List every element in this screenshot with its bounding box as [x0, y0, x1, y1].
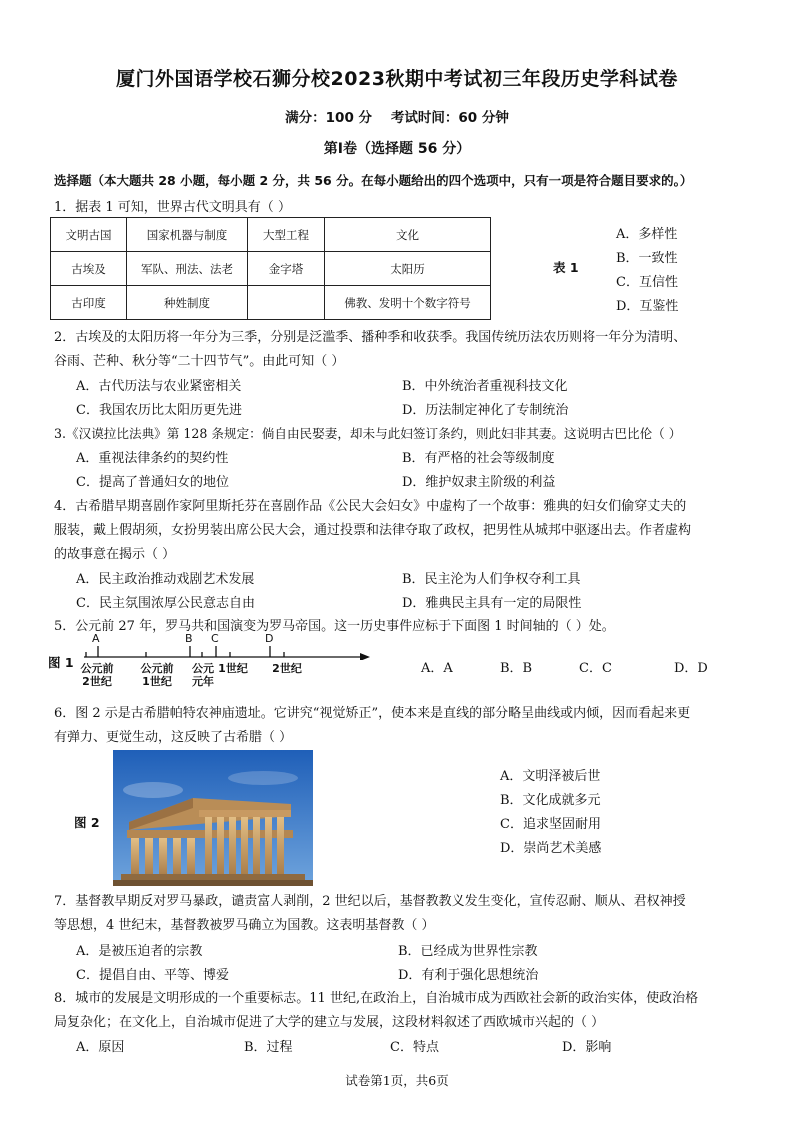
q3-stem: 3.《汉谟拉比法典》第 128 条规定：倘自由民娶妻，却未与此妇签订条约，则此妇非其妻。这说明古巴比伦（ ）: [54, 426, 682, 441]
q6-option-d[interactable]: D．崇尚艺术美感: [500, 841, 602, 856]
q7-option-d[interactable]: D．有利于强化思想统治: [398, 968, 539, 983]
q3-option-b[interactable]: B．有严格的社会等级制度: [402, 451, 555, 466]
q8-option-c[interactable]: C．特点: [390, 1040, 439, 1055]
q5-option-a[interactable]: A．A: [421, 661, 453, 676]
q1-table-header: 文明古国: [51, 218, 127, 252]
q8-stem-line2: 局复杂化；在文化上，自治城市促进了大学的建立与发展，这段材料叙述了西欧城市兴起的（ ）: [54, 1015, 605, 1030]
q1-option-a[interactable]: A．多样性: [616, 227, 678, 242]
q7-option-b[interactable]: B．已经成为世界性宗教: [398, 944, 538, 959]
q4-option-d[interactable]: D．雅典民主具有一定的局限性: [402, 596, 582, 611]
q2-stem-line1: 2．古埃及的太阳历将一年分为三季，分别是泛滥季、播种季和收获季。我国传统历法农历则将一年分为清明、: [54, 330, 687, 345]
q2-option-c[interactable]: C．我国农历比太阳历更先进: [76, 403, 242, 418]
q4-stem-line2: 服装，戴上假胡须，女扮男装出席公民大会，通过投票和法律夺取了政权，把男性从城邦中驱逐出去。作者虚构: [54, 523, 692, 538]
q1-table-cell: 金字塔: [248, 252, 325, 286]
timeline-letter-d: D: [265, 632, 274, 645]
q7-option-c[interactable]: C．提倡自由、平等、博爱: [76, 968, 229, 983]
q6-stem-line2: 有弹力、更觉生动，这反映了古希腊（ ）: [54, 730, 293, 745]
q1-table-header: 国家机器与制度: [127, 218, 248, 252]
q3-option-c[interactable]: C．提高了普通妇女的地位: [76, 475, 229, 490]
timeline-letter-b: B: [185, 632, 193, 645]
q5-option-c[interactable]: C．C: [579, 661, 612, 676]
exam-title: 厦门外国语学校石狮分校2023秋期中考试初三年段历史学科试卷: [116, 68, 678, 90]
timeline-letter-c: C: [211, 632, 219, 645]
timeline-tick-label: 公元前 1世纪: [140, 662, 174, 688]
q1-table-label: 表 1: [553, 260, 579, 275]
q1-table-cell: 军队、刑法、法老: [127, 252, 248, 286]
timeline-axis: [80, 636, 380, 660]
q3-option-d[interactable]: D．维护奴隶主阶级的利益: [402, 475, 556, 490]
q1-table: [50, 217, 491, 320]
section-instruction: 选择题（本大题共 28 小题，每小题 2 分，共 56 分。在每小题给出的四个选项中，只有一项是符合题目要求的。）: [54, 173, 693, 188]
q1-option-c[interactable]: C．互信性: [616, 275, 678, 290]
q2-stem-line2: 谷雨、芒种、秋分等“二十四节气”。由此可知（ ）: [54, 354, 345, 369]
q4-option-c[interactable]: C．民主氛围浓厚公民意志自由: [76, 596, 255, 611]
q6-stem-line1: 6．图 2 示是古希腊帕特农神庙遗址。它讲究“视觉矫正”，使本来是直线的部分略呈曲线或内倾，因而看起来更: [54, 706, 691, 721]
q8-option-a[interactable]: A．原因: [76, 1040, 125, 1055]
q8-option-d[interactable]: D．影响: [562, 1040, 612, 1055]
parthenon-photo: [113, 750, 313, 886]
q7-option-a[interactable]: A．是被压迫者的宗教: [76, 944, 203, 959]
q4-stem-line3: 的故事意在揭示（ ）: [54, 547, 176, 562]
q2-option-b[interactable]: B．中外统治者重视科技文化: [402, 379, 568, 394]
part-title: 第Ⅰ卷（选择题 56 分）: [323, 141, 471, 157]
q2-option-d[interactable]: D．历法制定神化了专制统治: [402, 403, 569, 418]
q6-option-c[interactable]: C．追求坚固耐用: [500, 817, 601, 832]
q8-stem-line1: 8．城市的发展是文明形成的一个重要标志。11 世纪,在政治上，自治城市成为西欧社会新的政治实体，使政治格: [54, 991, 699, 1006]
q1-table-header: 大型工程: [248, 218, 325, 252]
q5-figure-label: 图 1: [48, 655, 74, 670]
q6-option-a[interactable]: A．文明泽被后世: [500, 769, 601, 784]
timeline-tick-label: 2世纪: [272, 662, 302, 675]
q4-option-b[interactable]: B．民主沦为人们争权夺利工具: [402, 572, 581, 587]
timeline-tick-label: 公元 元年: [192, 662, 214, 688]
q1-table-cell: 太阳历: [325, 252, 491, 286]
q5-option-d[interactable]: D．D: [674, 661, 708, 676]
q1-table-header: 文化: [325, 218, 491, 252]
q5-stem: 5．公元前 27 年，罗马共和国演变为罗马帝国。这一历史事件应标于下面图 1 时间轴的（ ）处。: [54, 619, 615, 634]
timeline-tick-label: 公元前 2世纪: [80, 662, 114, 688]
q5-option-b[interactable]: B．B: [500, 661, 533, 676]
parthenon-illustration: [113, 750, 313, 886]
timeline-tick-label: 1世纪: [218, 662, 248, 675]
q2-option-a[interactable]: A．古代历法与农业紧密相关: [76, 379, 242, 394]
timeline-figure: [80, 632, 380, 692]
q6-figure-label: 图 2: [74, 815, 100, 830]
q7-stem-line2: 等思想，4 世纪末，基督教被罗马确立为国教。这表明基督教（ ）: [54, 918, 435, 933]
q8-option-b[interactable]: B．过程: [244, 1040, 293, 1055]
q1-table-cell: 古印度: [51, 286, 127, 320]
q4-option-a[interactable]: A．民主政治推动戏剧艺术发展: [76, 572, 255, 587]
q1-option-d[interactable]: D．互鉴性: [616, 299, 679, 314]
q1-table-cell: [248, 286, 325, 320]
score-time-info: 满分：100 分 考试时间：60 分钟: [285, 110, 509, 126]
q1-table-cell: 佛教、发明十个数字符号: [325, 286, 491, 320]
q6-option-b[interactable]: B．文化成就多元: [500, 793, 601, 808]
q1-stem: 1．据表 1 可知，世界古代文明具有（ ）: [54, 200, 291, 215]
q7-stem-line1: 7．基督教早期反对罗马暴政，谴责富人剥削，2 世纪以后，基督教教义发生变化，宣传忍耐、顺从、君权神授: [54, 894, 686, 909]
q4-stem-line1: 4．古希腊早期喜剧作家阿里斯托芬在喜剧作品《公民大会妇女》中虚构了一个故事：雅典的妇女们偷穿丈夫的: [54, 499, 687, 514]
page-footer: 试卷第1页，共6页: [345, 1073, 449, 1088]
q1-table-cell: 种姓制度: [127, 286, 248, 320]
q1-option-b[interactable]: B．一致性: [616, 251, 678, 266]
timeline-letter-a: A: [92, 632, 100, 645]
q1-table-cell: 古埃及: [51, 252, 127, 286]
timeline-arrowhead: [360, 653, 370, 660]
q3-option-a[interactable]: A．重视法律条约的契约性: [76, 451, 229, 466]
